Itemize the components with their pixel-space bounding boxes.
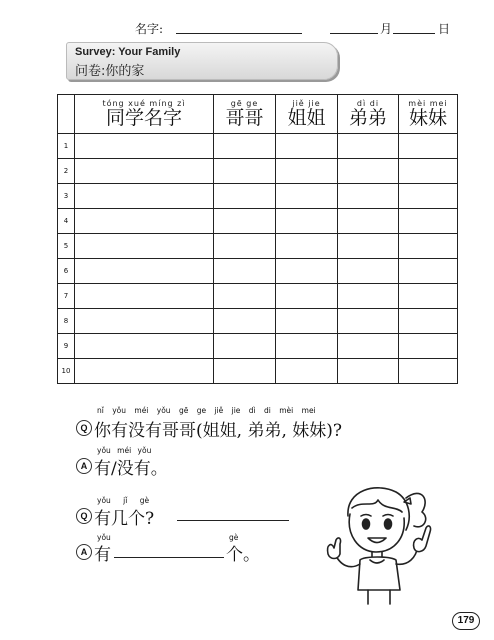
name-label: 名字: bbox=[135, 22, 164, 36]
column-header-younger-brother bbox=[338, 95, 399, 134]
older-brother-cell[interactable] bbox=[214, 334, 276, 359]
q2-pinyin: yǒu jǐ gè bbox=[97, 496, 150, 505]
hanzi-label: 弟弟 bbox=[348, 107, 387, 129]
table-row bbox=[58, 284, 458, 309]
pinyin-label: dì di bbox=[356, 99, 380, 108]
older-brother-cell[interactable] bbox=[214, 184, 276, 209]
pinyin-label: gē ge bbox=[230, 99, 259, 108]
classmate-name-cell[interactable] bbox=[75, 309, 214, 334]
pinyin-label: tóng xué míng zì bbox=[102, 99, 186, 108]
table-row bbox=[58, 159, 458, 184]
younger-brother-cell[interactable] bbox=[338, 259, 399, 284]
classmate-name-cell[interactable] bbox=[75, 184, 214, 209]
classmate-name-cell[interactable] bbox=[75, 259, 214, 284]
older-brother-cell[interactable] bbox=[214, 259, 276, 284]
older-brother-cell[interactable] bbox=[214, 134, 276, 159]
younger-brother-cell[interactable] bbox=[338, 184, 399, 209]
table-body bbox=[58, 134, 458, 384]
question-marker-icon: Q bbox=[76, 508, 92, 524]
a2-pinyin-start: yǒu bbox=[97, 533, 111, 542]
row-number: 1 bbox=[58, 134, 75, 159]
younger-sister-cell[interactable] bbox=[399, 359, 458, 384]
older-sister-cell[interactable] bbox=[276, 309, 338, 334]
column-header-older-brother bbox=[214, 95, 276, 134]
question-marker-icon: Q bbox=[76, 420, 92, 436]
column-header-older-sister bbox=[276, 95, 338, 134]
older-sister-cell[interactable] bbox=[276, 209, 338, 234]
older-brother-cell[interactable] bbox=[214, 159, 276, 184]
classmate-name-cell[interactable] bbox=[75, 284, 214, 309]
older-sister-cell[interactable] bbox=[276, 234, 338, 259]
table-row bbox=[58, 309, 458, 334]
table-row bbox=[58, 259, 458, 284]
girl-illustration-icon bbox=[318, 478, 438, 608]
row-number: 6 bbox=[58, 259, 75, 284]
month-label: 月 bbox=[380, 22, 393, 36]
name-blank[interactable] bbox=[176, 33, 302, 34]
day-blank[interactable] bbox=[393, 33, 435, 34]
younger-brother-cell[interactable] bbox=[338, 209, 399, 234]
younger-brother-cell[interactable] bbox=[338, 284, 399, 309]
younger-sister-cell[interactable] bbox=[399, 259, 458, 284]
younger-brother-cell[interactable] bbox=[338, 134, 399, 159]
hanzi-label: 同学名字 bbox=[105, 107, 182, 129]
row-number: 9 bbox=[58, 334, 75, 359]
classmate-name-cell[interactable] bbox=[75, 209, 214, 234]
younger-sister-cell[interactable] bbox=[399, 134, 458, 159]
row-number: 7 bbox=[58, 284, 75, 309]
older-brother-cell[interactable] bbox=[214, 284, 276, 309]
page-number: 179 bbox=[452, 612, 480, 630]
row-number: 10 bbox=[58, 359, 75, 384]
younger-brother-cell[interactable] bbox=[338, 309, 399, 334]
banner-title-chinese: 问卷:你的家 bbox=[75, 64, 145, 79]
a2-pinyin-end: gè bbox=[229, 533, 239, 542]
younger-sister-cell[interactable] bbox=[399, 184, 458, 209]
a1-text: 有/没有。 bbox=[94, 459, 168, 479]
table-row bbox=[58, 209, 458, 234]
older-brother-cell[interactable] bbox=[214, 359, 276, 384]
older-sister-cell[interactable] bbox=[276, 334, 338, 359]
older-sister-cell[interactable] bbox=[276, 359, 338, 384]
row-number-header bbox=[58, 95, 75, 134]
younger-sister-cell[interactable] bbox=[399, 284, 458, 309]
hanzi-label: 姐姐 bbox=[287, 107, 326, 129]
row-number: 8 bbox=[58, 309, 75, 334]
q1-text: 你有没有哥哥(姐姐, 弟弟, 妹妹)? bbox=[94, 421, 342, 441]
q1-pinyin: nǐ yǒu méi yǒu gē ge jiě jie dì di mèi mei bbox=[97, 406, 316, 415]
classmate-name-cell[interactable] bbox=[75, 234, 214, 259]
table-row bbox=[58, 234, 458, 259]
a2-answer-blank[interactable] bbox=[114, 557, 224, 558]
row-number: 2 bbox=[58, 159, 75, 184]
a2-text-start: 有 bbox=[94, 545, 111, 565]
classmate-name-cell[interactable] bbox=[75, 359, 214, 384]
table-row bbox=[58, 184, 458, 209]
younger-sister-cell[interactable] bbox=[399, 234, 458, 259]
classmate-name-cell[interactable] bbox=[75, 134, 214, 159]
younger-brother-cell[interactable] bbox=[338, 234, 399, 259]
survey-banner bbox=[66, 42, 338, 80]
answer-marker-icon: A bbox=[76, 458, 92, 474]
pinyin-label: jiě jie bbox=[292, 99, 321, 108]
row-number: 3 bbox=[58, 184, 75, 209]
younger-brother-cell[interactable] bbox=[338, 334, 399, 359]
younger-sister-cell[interactable] bbox=[399, 159, 458, 184]
a2-text-end: 个。 bbox=[226, 545, 260, 565]
younger-brother-cell[interactable] bbox=[338, 359, 399, 384]
pinyin-label: mèi mei bbox=[408, 99, 448, 108]
day-label: 日 bbox=[438, 22, 451, 36]
q2-answer-blank[interactable] bbox=[177, 520, 289, 521]
younger-sister-cell[interactable] bbox=[399, 334, 458, 359]
older-sister-cell[interactable] bbox=[276, 184, 338, 209]
table-row bbox=[58, 134, 458, 159]
classmate-name-cell[interactable] bbox=[75, 159, 214, 184]
older-sister-cell[interactable] bbox=[276, 159, 338, 184]
answer-marker-icon: A bbox=[76, 544, 92, 560]
hanzi-label: 哥哥 bbox=[225, 107, 264, 129]
row-number: 5 bbox=[58, 234, 75, 259]
table-row bbox=[58, 334, 458, 359]
a1-pinyin: yǒu méi yǒu bbox=[97, 446, 152, 455]
younger-sister-cell[interactable] bbox=[399, 309, 458, 334]
month-blank[interactable] bbox=[330, 33, 378, 34]
younger-brother-cell[interactable] bbox=[338, 159, 399, 184]
classmate-name-cell[interactable] bbox=[75, 334, 214, 359]
column-header-classmate-name bbox=[75, 95, 214, 134]
older-sister-cell[interactable] bbox=[276, 284, 338, 309]
column-header-younger-sister bbox=[399, 95, 458, 134]
table-row bbox=[58, 359, 458, 384]
older-brother-cell[interactable] bbox=[214, 309, 276, 334]
younger-sister-cell[interactable] bbox=[399, 209, 458, 234]
table-header-row bbox=[58, 95, 458, 134]
older-brother-cell[interactable] bbox=[214, 234, 276, 259]
row-number: 4 bbox=[58, 209, 75, 234]
banner-title-english: Survey: Your Family bbox=[75, 46, 181, 58]
older-brother-cell[interactable] bbox=[214, 209, 276, 234]
hanzi-label: 妹妹 bbox=[408, 107, 447, 129]
survey-table bbox=[57, 94, 458, 384]
older-sister-cell[interactable] bbox=[276, 134, 338, 159]
q2-text: 有几个? bbox=[94, 509, 155, 529]
older-sister-cell[interactable] bbox=[276, 259, 338, 284]
